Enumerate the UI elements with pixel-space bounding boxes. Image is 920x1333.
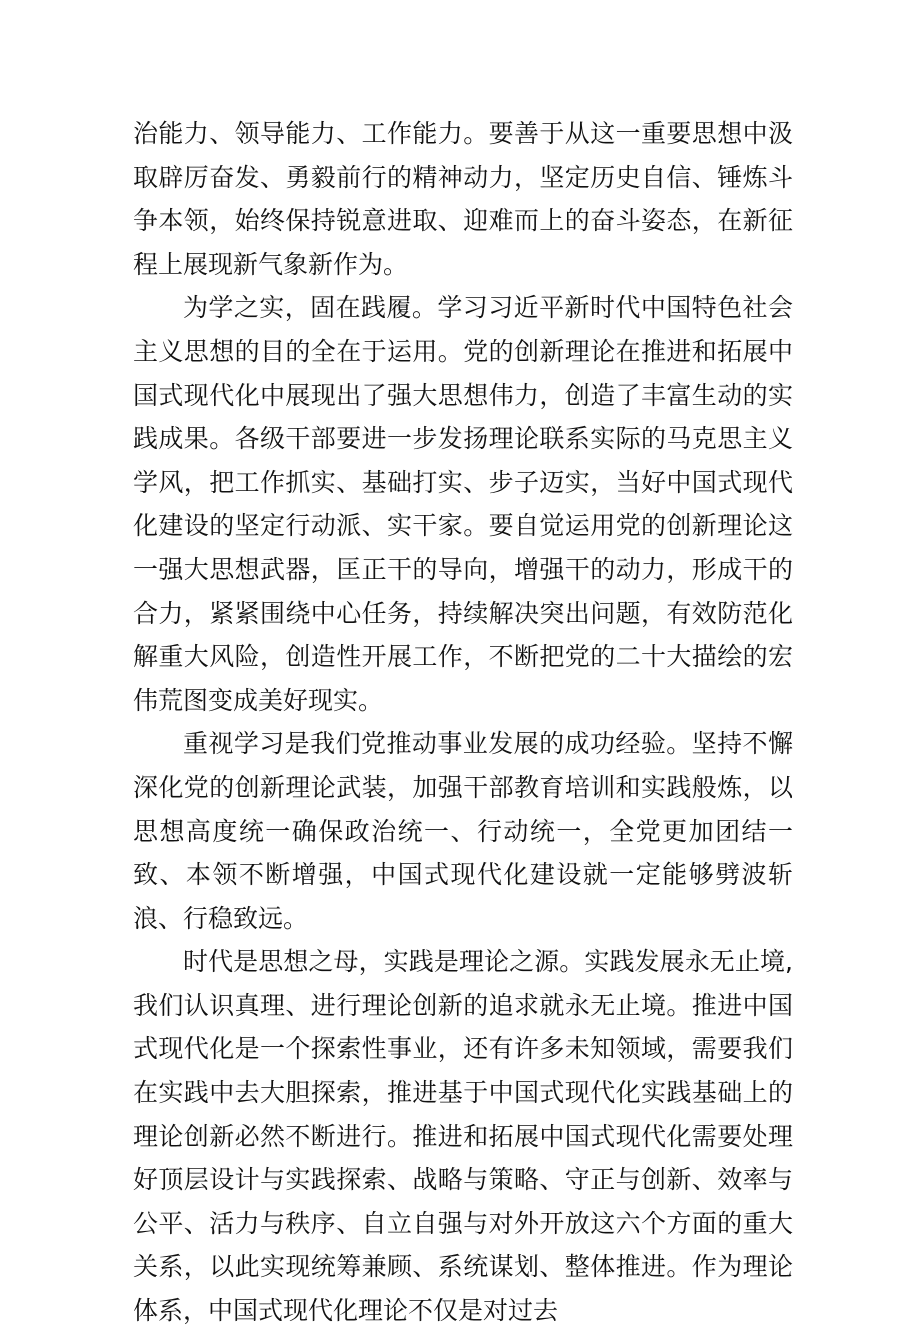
paragraph-era-and-theory: 时代是思想之母，实践是理论之源。实践发展永无止境,我们认识真理、进行理论创新的追求就永无止境。推进中国式现代化是一个探索性事业，还有许多未知领域，需要我们在实践中去大胆探索，推进基于中国式现代化实践基础上的理论创新必然不断进行。推进和拓展中国式现代化需要处理好顶层设计与实践探索、战略与策略、守正与创新、效率与公平、活力与秩序、自立自强与对外开放这六个方面的重大关系，以此实现统筹兼顾、系统谋划、整体推进。作为理论体系，中国式现代化理论不仅是对过去 [133,947,793,1326]
paragraph-continuation: 治能力、领导能力、工作能力。要善于从这一重要思想中汲取辟厉奋发、勇毅前行的精神动力，坚定历史自信、锤炼斗争本领，始终保持锐意进取、迎难而上的奋斗姿态，在新征程上展现新气象新作为。 [133,119,793,279]
document-body [133,112,793,1333]
paragraph-study-experience: 重视学习是我们党推动事业发展的成功经验。坚持不懈深化党的创新理论武装，加强干部教育培训和实践般炼，以思想高度统一确保政治统一、行动统一，全党更加团结一致、本领不断增强，中国式现代化建设就一定能够劈波斩浪、行稳致远。 [133,729,793,933]
paragraph-practice: 为学之实，固在践履。学习习近平新时代中国特色社会主义思想的目的全在于运用。党的创新理论在推进和拓展中国式现代化中展现出了强大思想伟力，创造了丰富生动的实践成果。各级干部要进一步发扬理论联系实际的马克思主义学风，把工作抓实、基础打实、步子迈实，当好中国式现代化建设的坚定行动派、实干家。要自觉运用党的创新理论这一强大思想武器，匡正干的导向，增强干的动力，形成干的合力，紧紧围绕中心任务，持续解决突出问题，有效防范化解重大风险，创造性开展工作，不断把党的二十大描绘的宏伟荒图变成美好现实。 [133,293,793,715]
